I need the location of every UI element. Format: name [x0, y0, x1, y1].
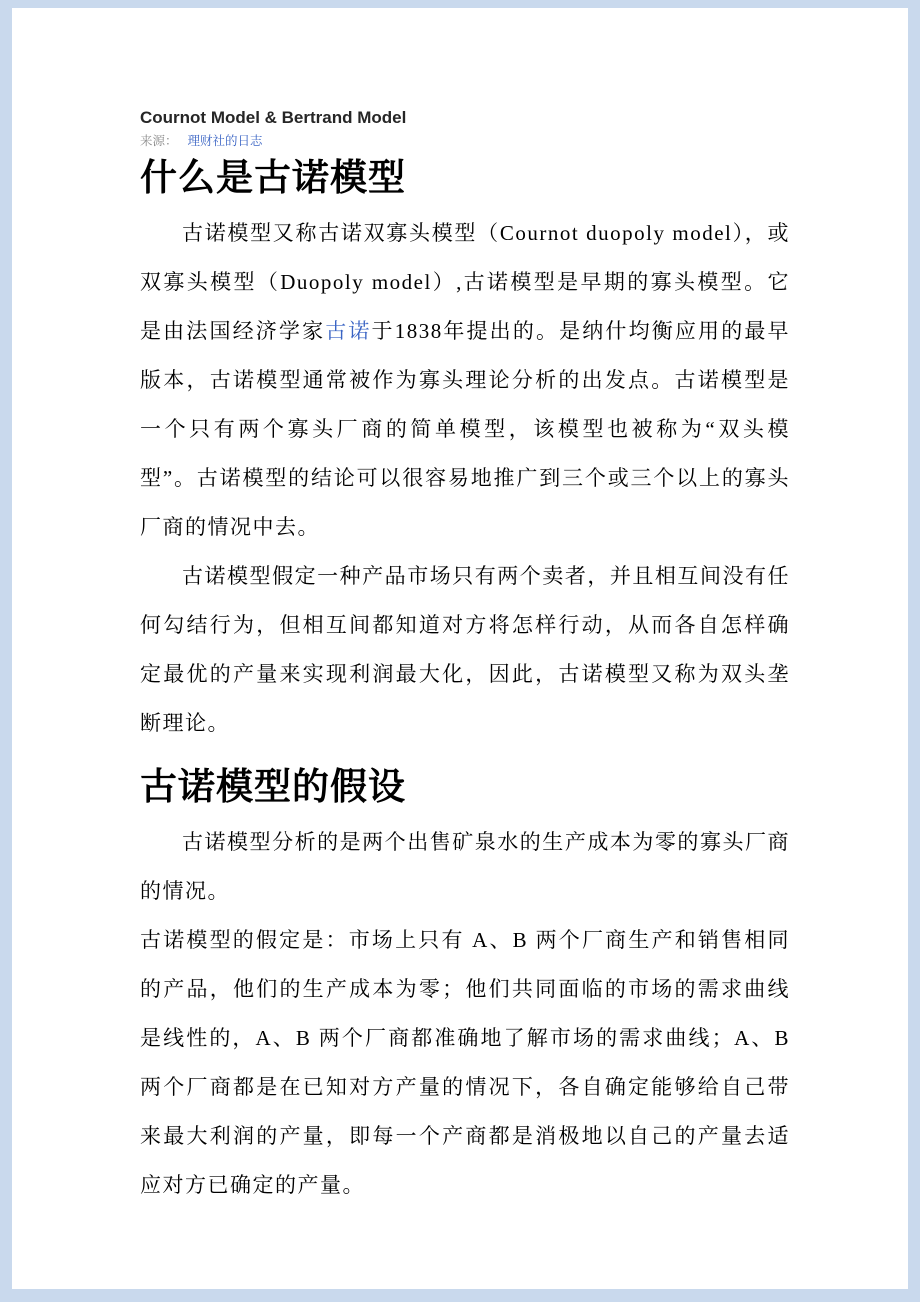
- section2-paragraph-2: 古诺模型的假定是：市场上只有 A、B 两个厂商生产和销售相同的产品，他们的生产成本为零；他们共同面临的市场的需求曲线是线性的，A、B 两个厂商都准确地了解市场的需求曲线；A、B 两个厂商都是在已知对方产量的情况下，各自确定能够给自己带来最大利润的产量，即每一个产商都是消极地以自己的产量去适应对方已确定的产量。: [140, 928, 790, 1197]
- section2-heading: 古诺模型的假设: [140, 766, 406, 807]
- section1-paragraph-2: 古诺模型假定一种产品市场只有两个卖者，并且相互间没有任何勾结行为，但相互间都知道对方将怎样行动，从而各自怎样确定最优的产量来实现利润最大化，因此，古诺模型又称为双头垄断理论。: [140, 564, 790, 735]
- source-line: [140, 133, 790, 149]
- section2-paragraph-1: 古诺模型分析的是两个出售矿泉水的生产成本为零的寡头厂商的情况。: [140, 830, 790, 903]
- section1-paragraph-1-text-after: 于1838年提出的。是纳什均衡应用的最早版本，古诺模型通常被作为寡头理论分析的出发点。古诺模型是一个只有两个寡头厂商的简单模型，该模型也被称为“双头模型”。古诺模型的结论可以很容易地推广到三个或三个以上的寡头厂商的情况中去。: [140, 319, 791, 539]
- source-link[interactable]: 理财社的日志: [187, 134, 263, 148]
- source-label: 来源：: [140, 134, 178, 148]
- document-title: Cournot Model & Bertrand Model: [140, 108, 407, 127]
- document-page: [12, 8, 908, 1289]
- section1-heading: 什么是古诺模型: [140, 157, 406, 198]
- section1-paragraph-1: [140, 209, 790, 552]
- cournot-author-link[interactable]: 古诺: [325, 319, 372, 343]
- section1-paragraph-1-text-before: 古诺模型又称古诺双寡头模型（Cournot duopoly model），或双寡头模型（Duopoly model）,古诺模型是早期的寡头模型。它是由法国经济学家: [140, 221, 790, 343]
